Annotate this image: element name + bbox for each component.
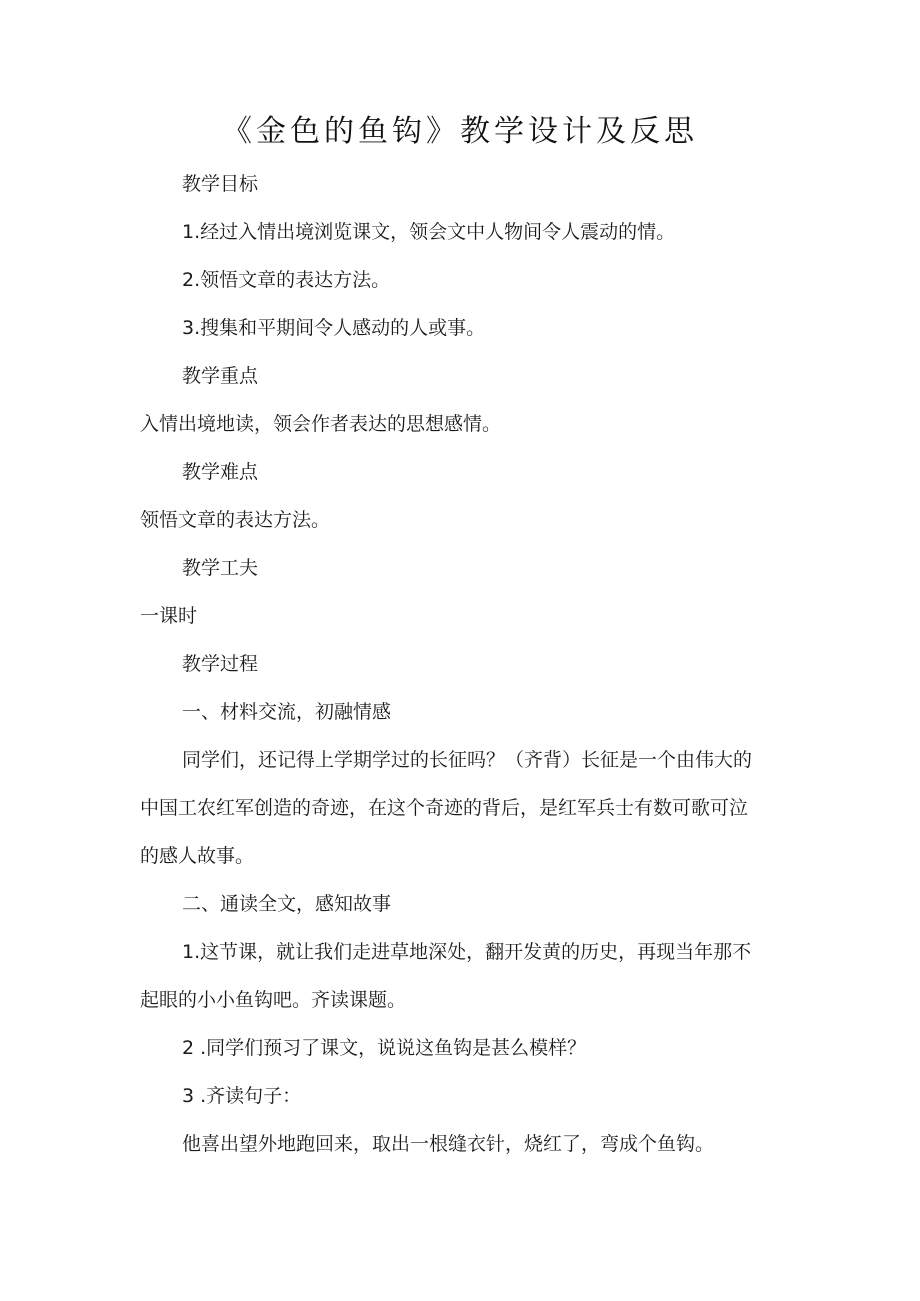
heading-teaching-goals: 教学目标 [182, 173, 259, 195]
heading-key-points: 教学重点 [182, 365, 259, 387]
heading-time: 教学工夫 [182, 557, 259, 579]
paragraph-line: 中国工农红军创造的奇迹，在这个奇迹的背后，是红军兵士有数可歌可泣 [140, 797, 749, 819]
step-item-2: 2 .同学们预习了课文，说说这鱼钩是甚么模样？ [182, 1037, 587, 1059]
goal-item-3: 3.搜集和平期间令人感动的人或事。 [182, 317, 486, 339]
section-heading-2: 二、通读全文，感知故事 [182, 893, 392, 915]
paragraph-line: 的感人故事。 [140, 845, 255, 867]
paragraph-line: 同学们，还记得上学期学过的长征吗？（齐背）长征是一个由伟大的 [182, 749, 753, 771]
paragraph-line: 1.这节课，就让我们走进草地深处，翻开发黄的历史，再现当年那不 [182, 941, 752, 963]
key-points-text: 入情出境地读，领会作者表达的思想感情。 [140, 413, 502, 435]
section-heading-1: 一、材料交流，初融情感 [182, 701, 392, 723]
heading-difficulties: 教学难点 [182, 461, 259, 483]
time-text: 一课时 [140, 605, 198, 627]
step-item-3: 3 .齐读句子： [182, 1085, 302, 1107]
goal-item-1: 1.经过入情出境浏览课文，领会文中人物间令人震动的情。 [182, 221, 676, 243]
heading-process: 教学过程 [182, 653, 259, 675]
quoted-sentence: 他喜出望外地跑回来，取出一根缝衣针，烧红了，弯成个鱼钩。 [182, 1133, 715, 1155]
paragraph-line: 起眼的小小鱼钩吧。齐读课题。 [140, 989, 407, 1011]
document-title: 《金色的鱼钩》教学设计及反思 [222, 114, 698, 149]
goal-item-2: 2.领悟文章的表达方法。 [182, 269, 391, 291]
difficulties-text: 领悟文章的表达方法。 [140, 509, 331, 531]
